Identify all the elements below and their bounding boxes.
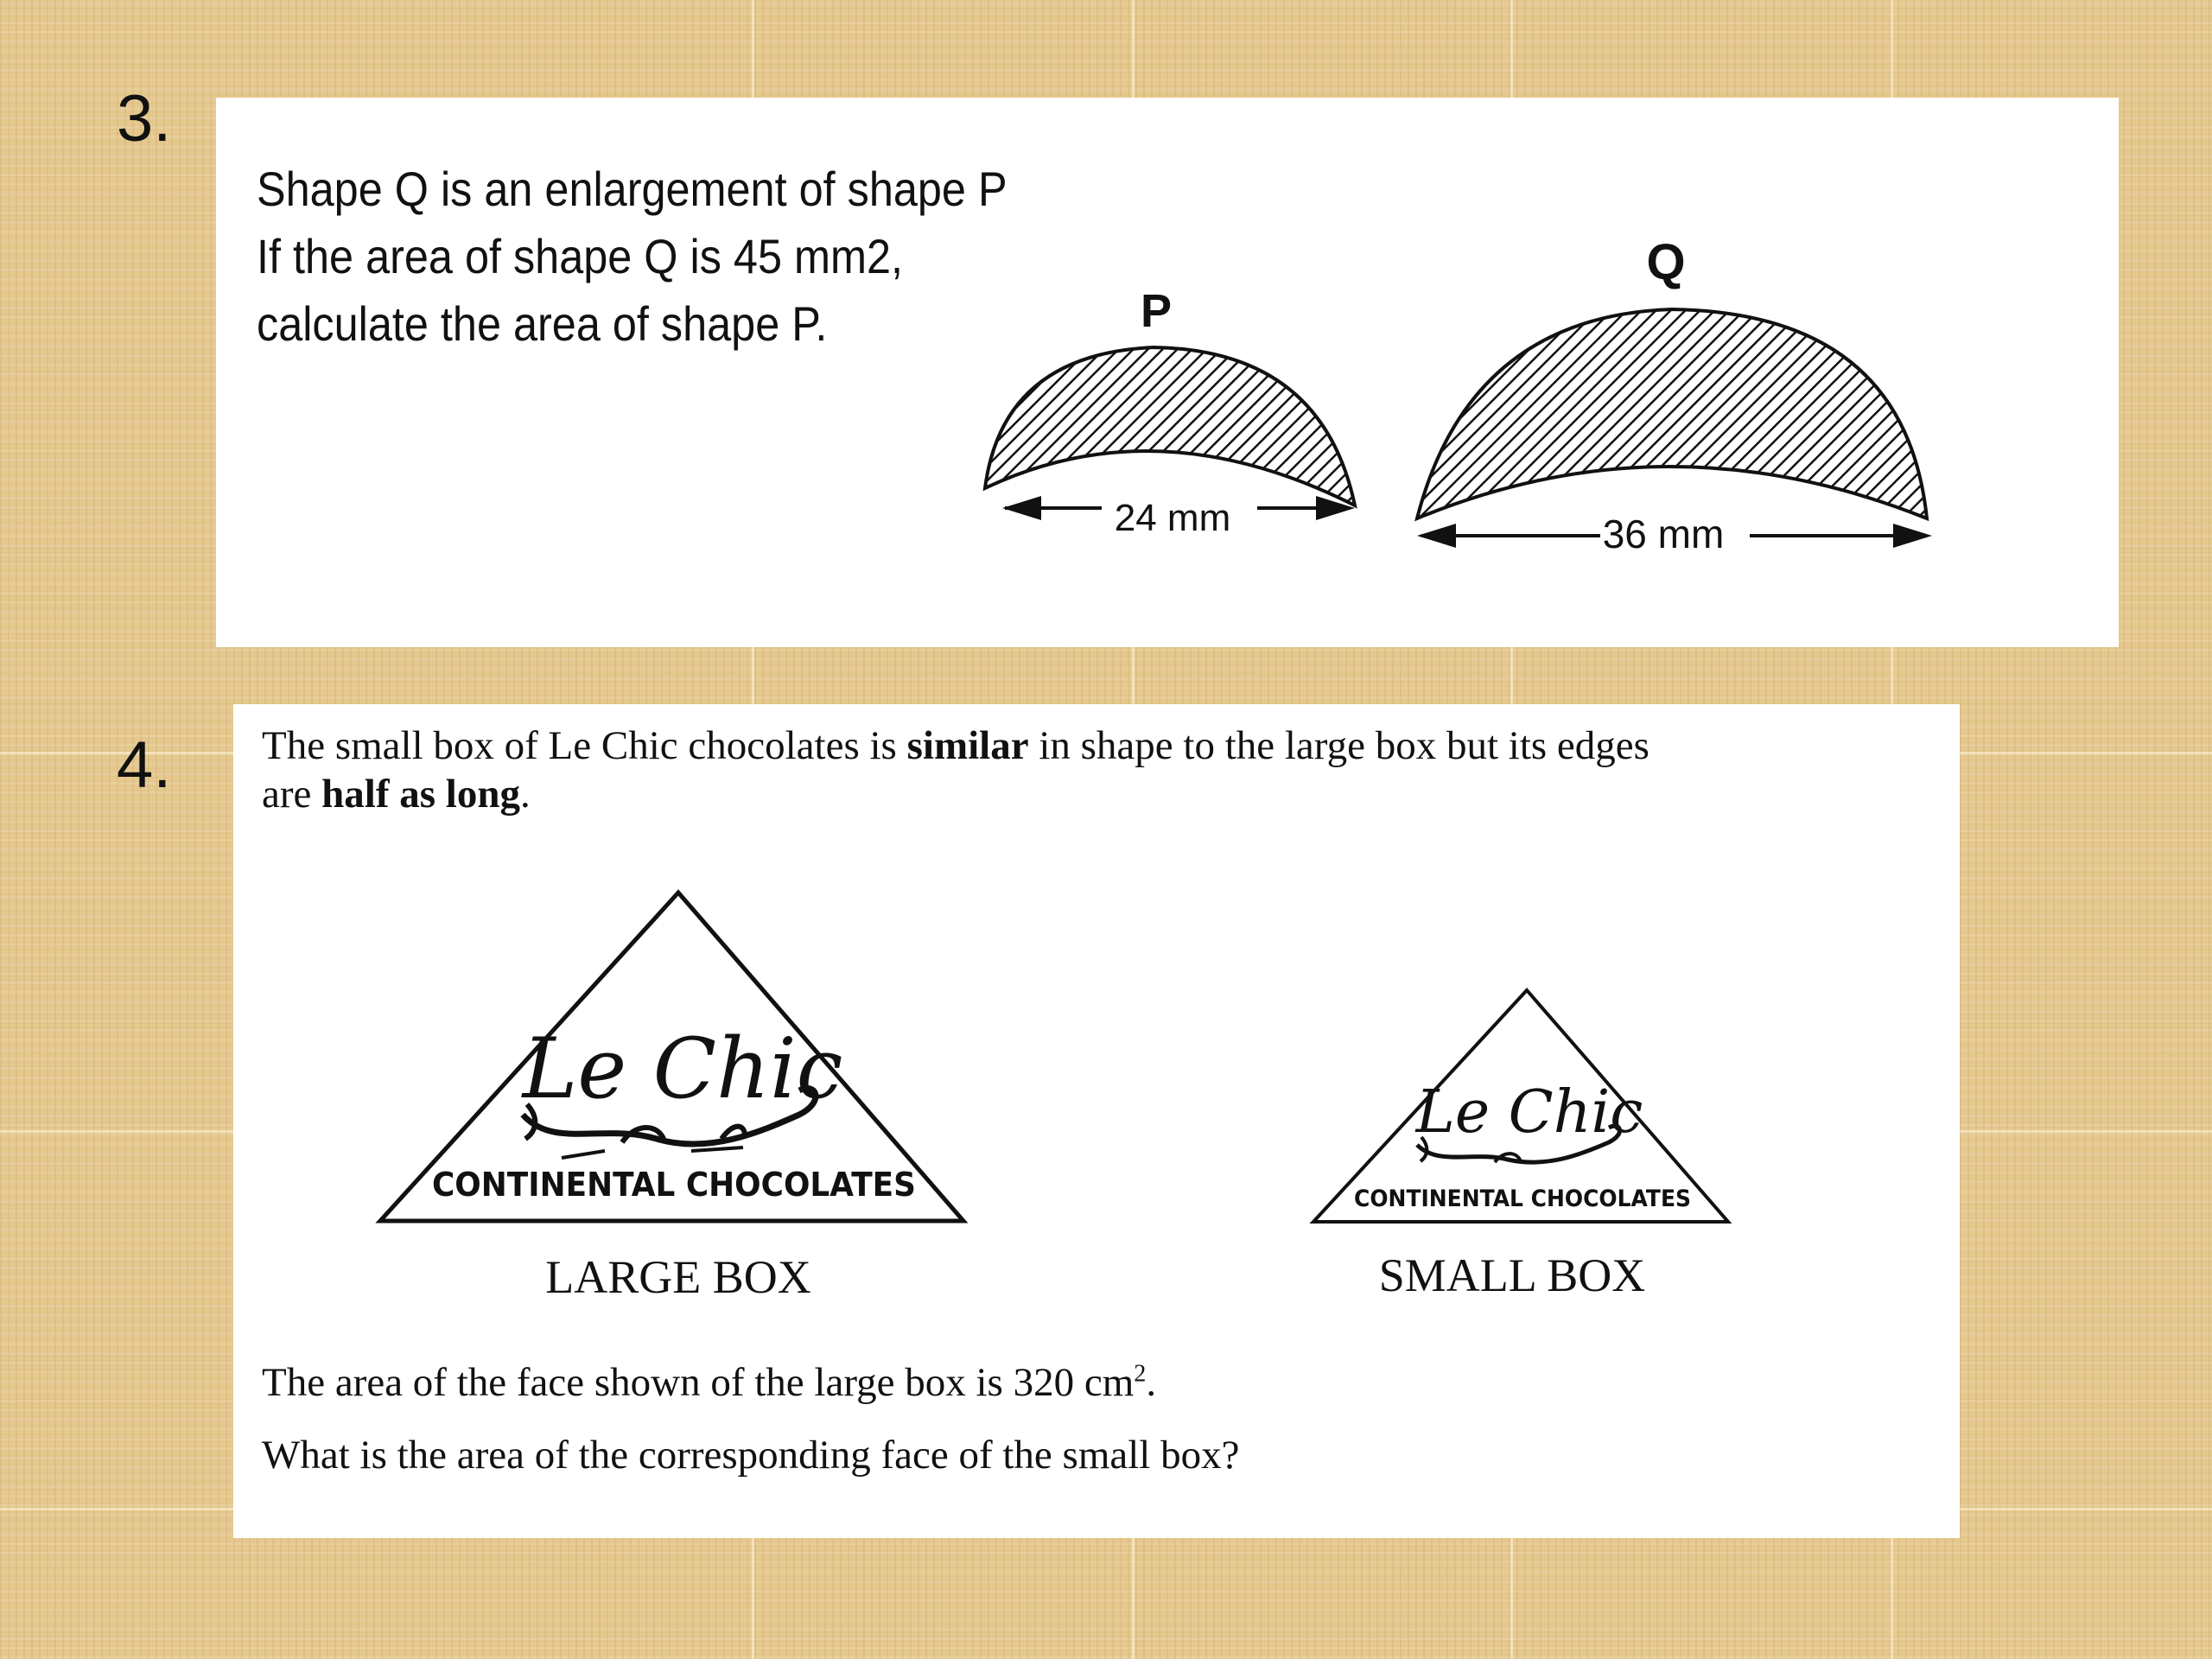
shape-p-label: P <box>1140 285 1173 337</box>
large-box-caption: LARGE BOX <box>545 1251 811 1303</box>
small-box <box>1313 990 1728 1222</box>
intro-text: are <box>262 772 322 817</box>
intro-text: in shape to the large box but its edges <box>1028 723 1649 768</box>
question-4-number: 4. <box>117 728 172 802</box>
question-4-area-line <box>262 1346 1239 1419</box>
area-superscript: 2 <box>1134 1360 1147 1388</box>
intro-text: The small box of Le Chic chocolates is <box>262 723 907 768</box>
area-text: . <box>1146 1360 1157 1405</box>
shape-q-measurement: 36 mm <box>1602 512 1725 556</box>
logo-script-text: Le Chic <box>522 1020 843 1117</box>
question-4-area <box>262 1346 1239 1491</box>
shape-p-measurement: 24 mm <box>1114 497 1231 539</box>
logo-script-text: Le Chic <box>1415 1078 1643 1147</box>
intro-bold-text: similar <box>906 723 1029 768</box>
logo-banner-text: CONTINENTAL CHOCOLATES <box>1354 1185 1691 1212</box>
large-box <box>380 893 963 1221</box>
intro-text: . <box>519 772 531 817</box>
question-3-line: calculate the area of shape P. <box>257 296 828 351</box>
question-3-line: If the area of shape Q is 45 mm2, <box>257 229 903 283</box>
logo-banner-text: CONTINENTAL CHOCOLATES <box>432 1166 916 1204</box>
area-text: The area of the face shown of the large box is 320 cm <box>262 1360 1135 1405</box>
small-box-caption: SMALL BOX <box>1378 1249 1646 1301</box>
question-3-number: 3. <box>117 82 172 156</box>
question-4-prompt: What is the area of the corresponding face of the small box? <box>262 1433 1240 1478</box>
shape-q-label: Q <box>1646 234 1686 290</box>
intro-bold-text: half as long <box>321 772 520 817</box>
question-3-line: Shape Q is an enlargement of shape P <box>257 162 1007 216</box>
